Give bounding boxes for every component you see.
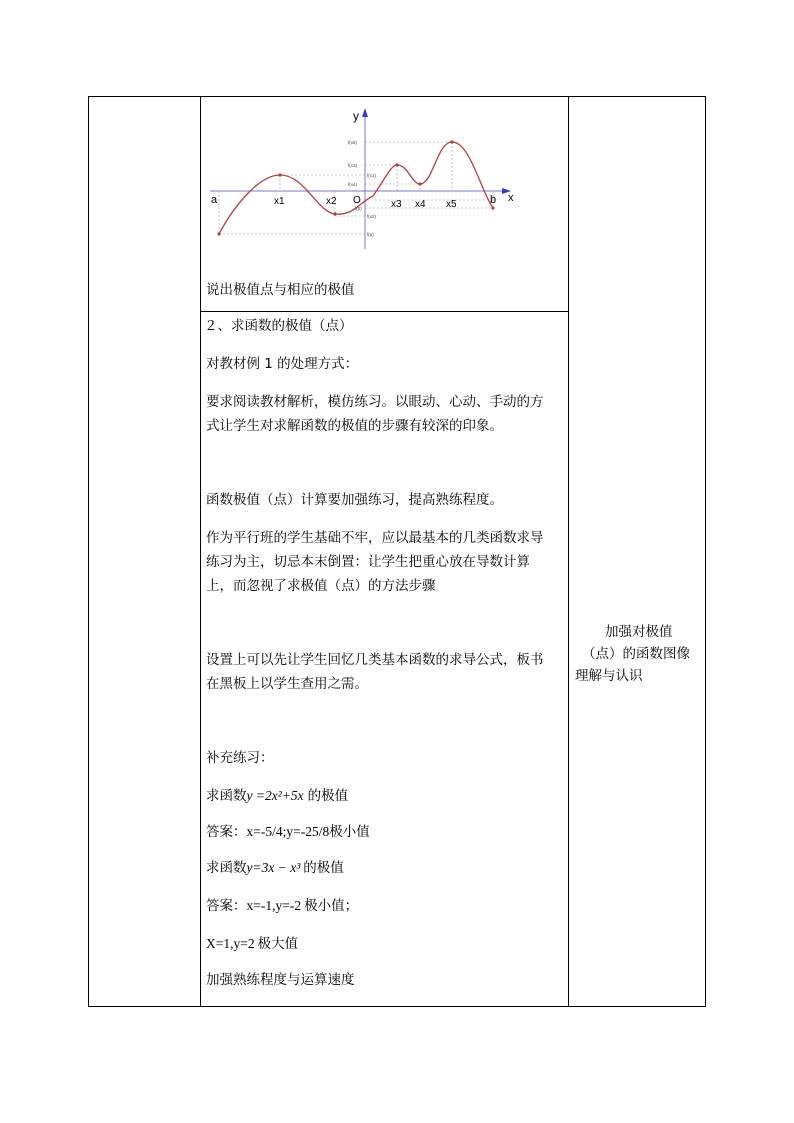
tick-label-x3: x3 (391, 199, 402, 210)
tick-label-fx4: f(x4) (348, 182, 357, 187)
exercise-1 (206, 787, 348, 805)
x-axis-label: x (508, 192, 514, 204)
paragraph-setup-line2: 在黑板上以学生查用之需。 (206, 676, 368, 692)
tick-label-x1: x1 (274, 196, 285, 207)
supplementary-heading: 补充练习： (206, 750, 274, 766)
b-label: b (490, 194, 497, 206)
exercise-2-formula: y=3x − x³ (246, 860, 301, 875)
tick-label-fa: f(a) (367, 232, 374, 237)
exercise-2-prefix: 求函数 (206, 860, 247, 876)
point-x3 (395, 163, 398, 166)
paragraph-reading-line1: 要求阅读教材解析，模仿练习。以眼动、心动、手动的方 (206, 394, 544, 410)
closing-note: 加强熟练程度与运算速度 (206, 972, 355, 988)
answer-1-value: x=-5/4;y=-25/8 (246, 824, 330, 839)
tick-label-fx1: f(x1) (367, 173, 376, 178)
y-axis-arrow (362, 108, 368, 117)
answer-1-suffix: 极小值 (329, 824, 370, 840)
point-b (491, 206, 494, 209)
extremum-function-graph (205, 104, 530, 254)
answer-3-value: X=1,y=2 (206, 936, 255, 951)
paragraph-class-line3: 上，而忽视了求极值（点）的方法步骤 (206, 578, 436, 594)
answer-2-value: x=-1,y=-2 (246, 898, 302, 913)
graph-caption: 说出极值点与相应的极值 (206, 282, 355, 298)
tick-label-fx3: f(x3) (348, 163, 357, 168)
table-border-bottom (88, 1006, 706, 1007)
paragraph-setup-line1: 设置上可以先让学生回忆几类基本函数的求导公式，板书 (206, 652, 544, 668)
paragraph-practice: 函数极值（点）计算要加强练习，提高熟练程度。 (206, 492, 503, 508)
a-label: a (211, 194, 218, 206)
right-note-line3: 理解与认识 (575, 668, 643, 684)
exercise-1-suffix: 的极值 (307, 788, 349, 804)
paragraph-reading-line2: 式让学生对求解函数的极值的步骤有较深的印象。 (206, 418, 503, 434)
answer-1 (206, 823, 370, 841)
section-heading: ２、求函数的极值（点） (204, 318, 353, 334)
point-x4 (418, 182, 421, 185)
exercise-1-prefix: 求函数 (206, 788, 247, 804)
tick-label-x2: x2 (326, 196, 337, 207)
paragraph-class-line1: 作为平行班的学生基础不牢，应以最基本的几类函数求导 (206, 530, 544, 546)
answer-1-label: 答案： (206, 824, 247, 840)
row-divider (200, 311, 569, 312)
table-border-right (705, 96, 706, 1007)
tick-label-fb: f(b) (355, 206, 362, 211)
answer-2-label: 答案： (206, 898, 247, 914)
right-column-note (575, 621, 697, 687)
answer-2-suffix: 极小值； (304, 898, 359, 914)
answer-3 (206, 935, 298, 953)
answer-3-suffix: 极大值 (257, 936, 299, 952)
paragraph-textbook-example: 对教材例 1 的处理方式： (206, 356, 359, 372)
tick-label-fx2: f(x2) (367, 214, 376, 219)
right-note-line2: （点）的函数图像 (582, 646, 690, 662)
point-x5 (450, 140, 453, 143)
column-divider-2 (568, 96, 569, 1007)
column-divider-1 (200, 96, 201, 1007)
tick-label-x5: x5 (446, 199, 457, 210)
point-a (217, 232, 220, 235)
point-x1 (278, 173, 281, 176)
table-border-top (88, 96, 706, 97)
point-x2 (333, 212, 336, 215)
y-axis-label: y (353, 109, 359, 123)
exercise-2-suffix: 的极值 (303, 860, 344, 876)
exercise-1-formula: y =2x²+5x (246, 788, 304, 803)
paragraph-class-line2: 练习为主，切忌本末倒置：让学生把重心放在导数计算 (206, 554, 530, 570)
tick-label-fx5: f(x5) (348, 140, 357, 145)
answer-2 (206, 897, 358, 915)
origin-label: O (353, 195, 361, 206)
exercise-2 (206, 859, 344, 877)
right-note-line1: 加强对极值 (605, 624, 673, 640)
tick-label-x4: x4 (415, 199, 426, 210)
table-border-left (88, 96, 89, 1007)
